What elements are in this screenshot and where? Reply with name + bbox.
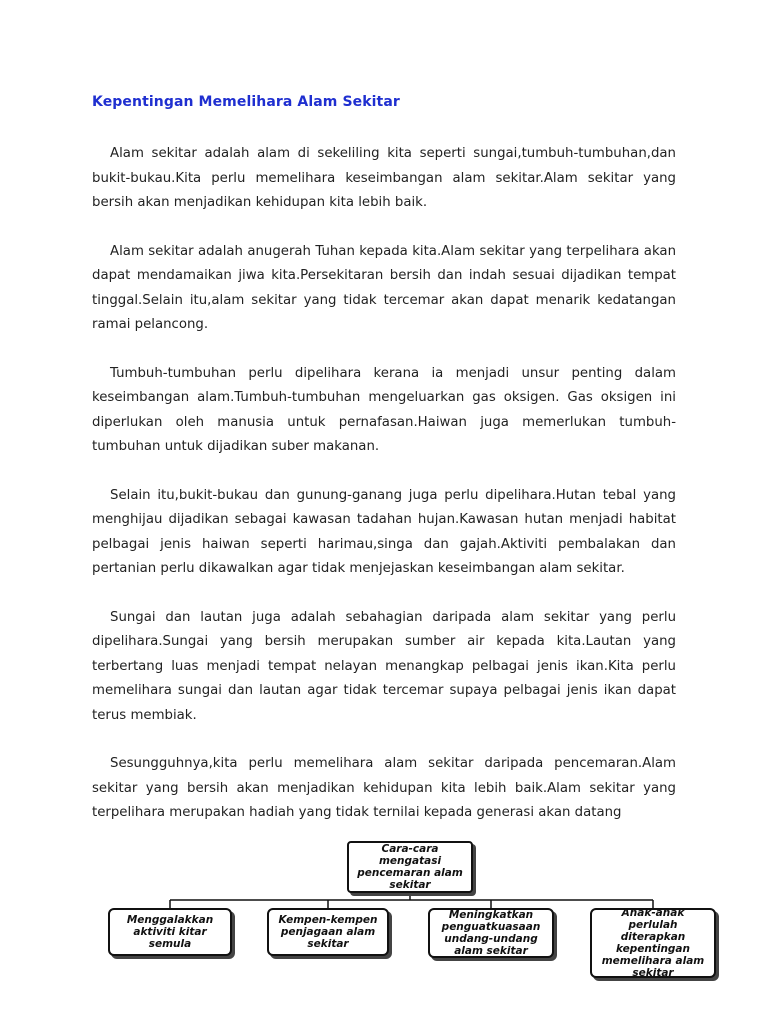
- paragraph-5: Sungai dan lautan juga adalah sebahagian daripada alam sekitar yang perlu dipelihara.Sungai yang bersih merupakan sumber air kepada kita.Lautan yang terbertang luas menjadi tempat nelayan menangkap pelbagai jenis ikan.Kita perlu memelihara sungai dan lautan agar tidak tercemar supaya pelbagai jenis ikan dapat terus membiak.: [92, 609, 676, 723]
- paragraph-3: Tumbuh-tumbuhan perlu dipelihara kerana ia menjadi unsur penting dalam keseimbangan alam.Tumbuh-tumbuhan mengeluarkan gas oksigen. Gas oksigen ini diperlukan oleh manusia untuk pernafasan.Haiwan juga memerlukan tumbuh-tumbuhan untuk dijadikan suber makanan.: [92, 365, 676, 454]
- document-title: Kepentingan Memelihara Alam Sekitar: [92, 94, 400, 110]
- diagram-branch-box-3: [428, 908, 554, 958]
- paragraph-6: Sesungguhnya,kita perlu memelihara alam sekitar daripada pencemaran.Alam sekitar yang bersih akan menjadikan kehidupan kita lebih baik.Alam sekitar yang terpelihara merupakan hadiah yang tidak ternilai kepada generasi akan datang: [92, 756, 676, 820]
- diagram-branch-box-1: [108, 908, 232, 956]
- diagram-branch-label-4: Anak-anak perlulah diterapkan kepentingan memelihara alam sekitar: [601, 907, 705, 979]
- paragraph-4: Selain itu,bukit-bukau dan gunung-ganang juga perlu dipelihara.Hutan tebal yang menghijau dijadikan sebagai kawasan tadahan hujan.Kawasan hutan menjadi habitat pelbagai jenis haiwan seperti harimau,singa dan gajah.Aktiviti pembalakan dan pertanian perlu dikawalkan agar tidak menjejaskan keseimbangan alam sekitar.: [92, 487, 676, 576]
- diagram-branch-label-3: Meningkatkan penguatkuasaan undang-undang alam sekitar: [441, 909, 541, 957]
- document-body: [92, 142, 676, 850]
- diagram-root-box: [347, 841, 473, 893]
- paragraph-2: Alam sekitar adalah anugerah Tuhan kepada kita.Alam sekitar yang terpelihara akan dapat mendamaikan jiwa kita.Persekitaran bersih dan indah sesuai dijadikan tempat tinggal.Selain itu,alam sekitar yang tidak tercemar akan dapat menarik kedatangan ramai pelancong.: [92, 243, 676, 332]
- paragraph-1: Alam sekitar adalah alam di sekeliling kita seperti sungai,tumbuh-tumbuhan,dan bukit-bukau.Kita perlu memelihara keseimbangan alam sekitar.Alam sekitar yang bersih akan menjadikan kehidupan kita lebih baik.: [92, 146, 676, 210]
- diagram-root-label: Cara-cara mengatasi pencemaran alam sekitar: [357, 843, 463, 891]
- diagram-branch-box-2: [267, 908, 389, 956]
- diagram-branch-box-4: [590, 908, 716, 978]
- diagram-branch-label-1: Menggalakkan aktiviti kitar semula: [126, 914, 214, 950]
- diagram-branch-label-2: Kempen-kempen penjagaan alam sekitar: [278, 914, 378, 950]
